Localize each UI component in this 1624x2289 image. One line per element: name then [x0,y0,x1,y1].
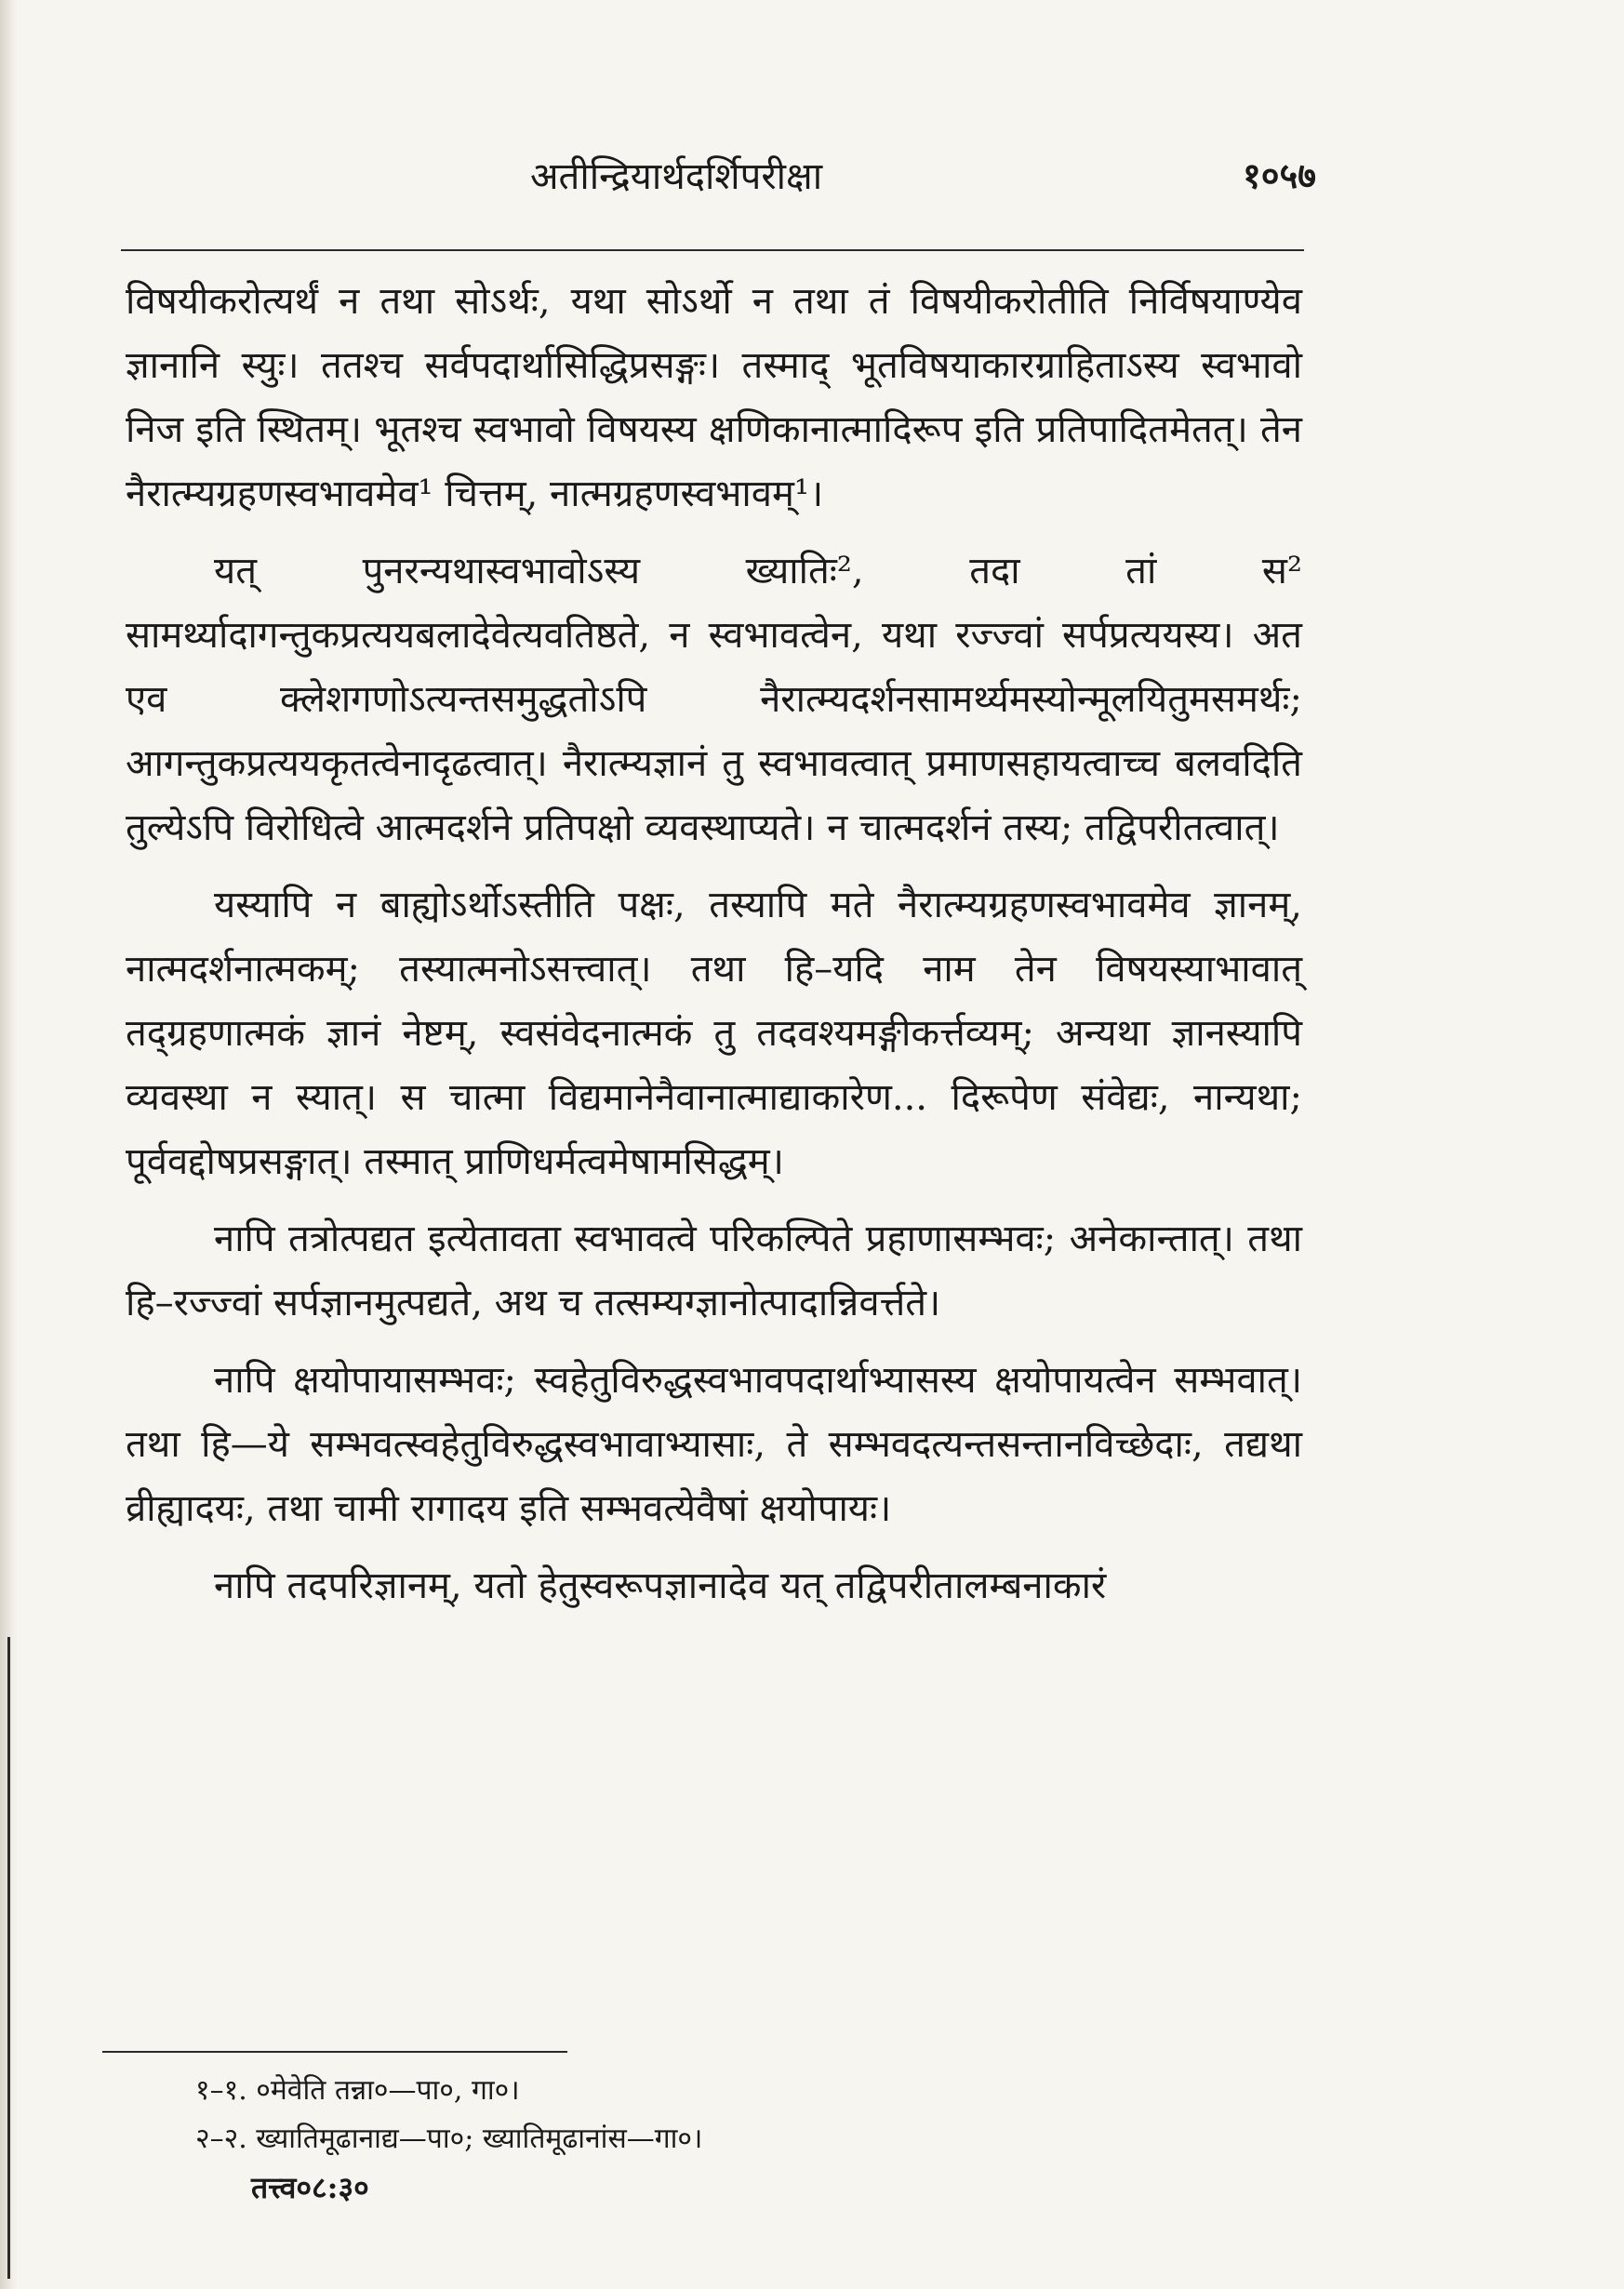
page-header [121,140,1316,205]
paragraph: नापि तत्रोत्पद्यत इत्येतावता स्वभावत्वे परिकल्पिते प्रहाणासम्भवः; अनेकान्तात्। तथा हि–रज्ज्वां सर्पज्ञानमुत्पद्यते, अथ च तत्सम्यग्ज्ञानोत्पादान्निवर्त्तते। [126,1218,1302,1324]
printer-signature: तत्त्व०८:३० [251,2170,369,2205]
page-number: १०५७ [1242,154,1316,196]
binding-shadow-line [7,1637,10,2279]
running-title: अतीन्द्रियार्थदर्शिपरीक्षा [530,155,823,198]
paragraph: विषयीकरोत्यर्थं न तथा सोऽर्थः, यथा सोऽर्थो न तथा तं विषयीकरोतीति निर्विषयाण्येव ज्ञानानि स्युः। ततश्च सर्वपदार्थासिद्धिप्रसङ्गः। तस्माद् भूतविषयाकारग्राहिताऽस्य स्वभावो निज इति स्थितम्। भूतश्च स्वभावो विषयस्य क्षणिकानात्मादिरूप इति प्रतिपादितमेतत्। तेन नैरात्म्यग्रहणस्वभावमेव¹ चित्तम्, नात्मग्रहणस्वभावम्¹। [126,280,1302,515]
footnotes [195,2067,1218,2163]
main-text [126,270,1302,1631]
footnote-rule [102,2051,567,2053]
paragraph: यत् पुनरन्यथास्वभावोऽस्य ख्यातिः², तदा तां स² सामर्थ्यादागन्तुकप्रत्ययबलादेवेत्यवतिष्ठते, न स्वभावत्वेन, यथा रज्ज्वां सर्पप्रत्ययस्य। अत एव क्लेशगणोऽत्यन्तसमुद्धतोऽपि नैरात्म्यदर्शनसामर्थ्यमस्योन्मूलयितुमसमर्थः; आगन्तुकप्रत्ययकृतत्वेनादृढत्वात्। नैरात्म्यज्ञानं तु स्वभावत्वात् प्रमाणसहायत्वाच्च बलवदिति तुल्येऽपि विरोधित्वे आत्मदर्शने प्रतिपक्षो व्यवस्थाप्यते। न चात्मदर्शनं तस्य; तद्विपरीतत्वात्। [126,550,1302,849]
footnote: १–१. ०मेवेति तन्ना०—पा०, गा०। [195,2074,520,2107]
header-rule [121,249,1304,251]
paragraph: नापि क्षयोपायासम्भवः; स्वहेतुविरुद्धस्वभावपदार्थाभ्यासस्य क्षयोपायत्वेन सम्भवात्। तथा हि—ये सम्भवत्स्वहेतुविरुद्धस्वभावाभ्यासाः, ते सम्भवदत्यन्तसन्तानविच्छेदाः, तद्यथा व्रीह्यादयः, तथा चामी रागादय इति सम्भवत्येवैषां क्षयोपायः। [126,1359,1302,1530]
footnote: २–२. ख्यातिमूढानाद्य—पा०; ख्यातिमूढानांस—गा०। [195,2123,703,2155]
paragraph: नापि तदपरिज्ञानम्, यतो हेतुस्वरूपज्ञानादेव यत् तद्विपरीतालम्बनाकारं [214,1564,1107,1607]
paragraph: यस्यापि न बाह्योऽर्थोऽस्तीति पक्षः, तस्यापि मते नैरात्म्यग्रहणस्वभावमेव ज्ञानम्, नात्मदर्शनात्मकम्; तस्यात्मनोऽसत्त्वात्। तथा हि–यदि नाम तेन विषयस्याभावात् तद्ग्रहणात्मकं ज्ञानं नेष्टम्, स्वसंवेदनात्मकं तु तदवश्यमङ्गीकर्त्तव्यम्; अन्यथा ज्ञानस्यापि व्यवस्था न स्यात्। स चात्मा विद्यमानेनैवानात्माद्याकारेण... दिरूपेण संवेद्यः, नान्यथा; पूर्ववद्दोषप्रसङ्गात्। तस्मात् प्राणिधर्मत्वमेषामसिद्धम्। [126,884,1302,1183]
